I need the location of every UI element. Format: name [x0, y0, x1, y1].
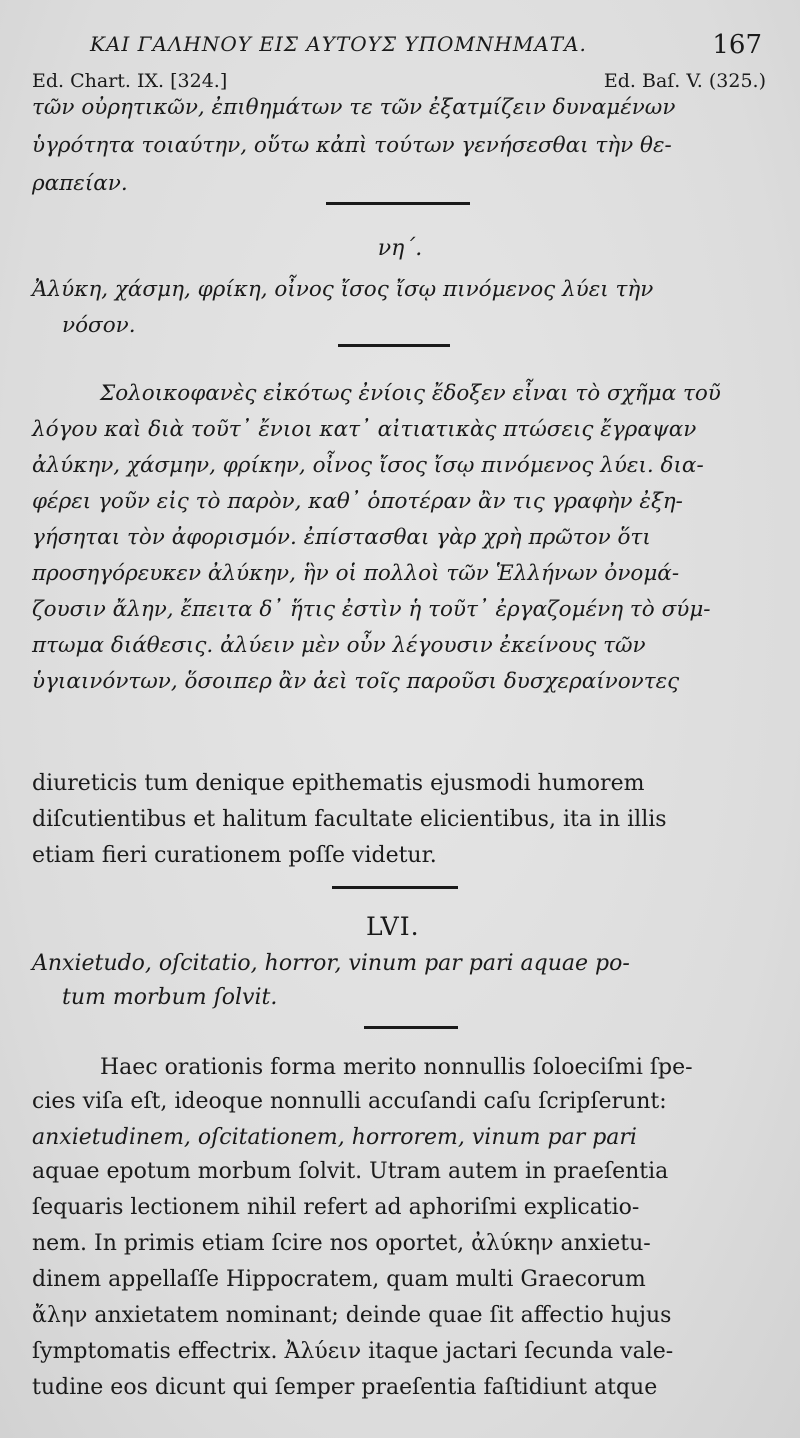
latin-intro-line: diſcutientibus et halitum facultate elicientibus, ita in illis — [32, 807, 667, 832]
greek-commentary-line: Σολοικοφανὲς εἰκότως ἐνίοις ἔδοξεν εἶναι τὸ σχῆμα τοῦ — [100, 381, 721, 406]
greek-commentary-line: προσηγόρευκεν ἀλύκην, ἣν οἱ πολλοὶ τῶν Ἑλλήνων ὀνομά- — [32, 561, 680, 586]
latin-commentary-line: ἄλην anxietatem nominant; deinde quae ſit affectio hujus — [32, 1303, 672, 1328]
greek-section-number: νη΄. — [377, 236, 423, 261]
latin-commentary-line: cies viſa eſt, ideoque nonnulli accuſandi caſu ſcripſerunt: — [32, 1089, 667, 1114]
divider-rule — [338, 344, 450, 347]
latin-commentary-line: anxietudinem, oſcitationem, horrorem, vinum par pari — [32, 1125, 637, 1150]
greek-commentary-line: ὑγιαινόντων, ὅσοιπερ ἂν ἀεὶ τοῖς παροῦσι δυσχεραίνοντες — [32, 669, 680, 694]
greek-commentary-line: ζουσιν ἄλην, ἔπειτα δ᾽ ἥτις ἐστὶν ἡ τοῦτ᾽ ἐργαζομένη τὸ σύμ- — [32, 597, 711, 622]
greek-commentary-line: ἀλύκην, χάσμην, φρίκην, οἶνος ἴσος ἴσῳ πινόμενος λύει. δια- — [32, 453, 704, 478]
page-number: 167 — [712, 30, 762, 60]
greek-commentary-line: λόγου καὶ διὰ τοῦτ᾽ ἔνιοι κατ᾽ αἰτιατικὰς πτώσεις ἔγραψαν — [32, 417, 697, 442]
latin-commentary-line: Haec orationis forma merito nonnullis ſoloeciſmi ſpe- — [100, 1055, 693, 1080]
latin-intro-line: etiam fieri curationem poſſe videtur. — [32, 843, 437, 868]
greek-commentary-line: γήσηται τὸν ἀφορισμόν. ἐπίστασθαι γὰρ χρὴ πρῶτον ὅτι — [32, 525, 651, 550]
latin-commentary-line: dinem appellaſſe Hippocratem, quam multi Graecorum — [32, 1267, 646, 1292]
greek-commentary-line: πτωμα διάθεσις. ἀλύειν μὲν οὖν λέγουσιν ἐκείνους τῶν — [32, 633, 646, 658]
divider-rule — [332, 886, 458, 889]
latin-commentary-line: ſequaris lectionem nihil refert ad aphoriſmi explicatio- — [32, 1195, 640, 1220]
greek-intro-line: ὑγρότητα τοιαύτην, οὕτω κἀπὶ τούτων γενήσεσθαι τὴν θε- — [32, 133, 672, 158]
divider-rule — [364, 1026, 458, 1029]
latin-aphorism-line: Anxietudo, oſcitatio, horror, vinum par pari aquae po- — [32, 951, 630, 976]
edition-reference-left: Ed. Chart. IX. [324.] — [32, 70, 228, 92]
latin-aphorism-line: tum morbum ſolvit. — [62, 985, 278, 1010]
running-title: ΚΑΙ ΓΑΛΗΝΟΥ ΕΙΣ ΑΥΤΟΥΣ ΥΠΟΜΝΗΜΑΤΑ. — [90, 32, 587, 56]
greek-commentary-line: φέρει γοῦν εἰς τὸ παρὸν, καθ᾽ ὁποτέραν ἂν τις γραφὴν ἐξη- — [32, 489, 683, 514]
greek-aphorism-line: Ἀλύκη, χάσμη, φρίκη, οἶνος ἴσος ἴσῳ πινόμενος λύει τὴν — [32, 277, 654, 302]
edition-reference-right: Ed. Baſ. V. (325.) — [603, 70, 766, 92]
latin-intro-line: diureticis tum denique epithematis ejusmodi humorem — [32, 771, 645, 796]
latin-commentary-line: ſymptomatis effectrix. Ἀλύειν itaque jactari ſecunda vale- — [32, 1339, 674, 1364]
greek-intro-line: τῶν οὐρητικῶν, ἐπιθημάτων τε τῶν ἐξατμίζειν δυναμένων — [32, 95, 676, 120]
latin-commentary-line: tudine eos dicunt qui ſemper praeſentia faſtidiunt atque — [32, 1375, 658, 1400]
greek-intro-line: ραπείαν. — [32, 171, 128, 196]
latin-commentary-line: nem. In primis etiam ſcire nos oportet, ἀλύκην anxietu- — [32, 1231, 651, 1256]
greek-aphorism-line: νόσον. — [62, 313, 136, 338]
latin-commentary-line: aquae epotum morbum ſolvit. Utram autem in praeſentia — [32, 1159, 669, 1184]
latin-section-number: LVI. — [366, 912, 420, 941]
divider-rule — [326, 202, 470, 205]
